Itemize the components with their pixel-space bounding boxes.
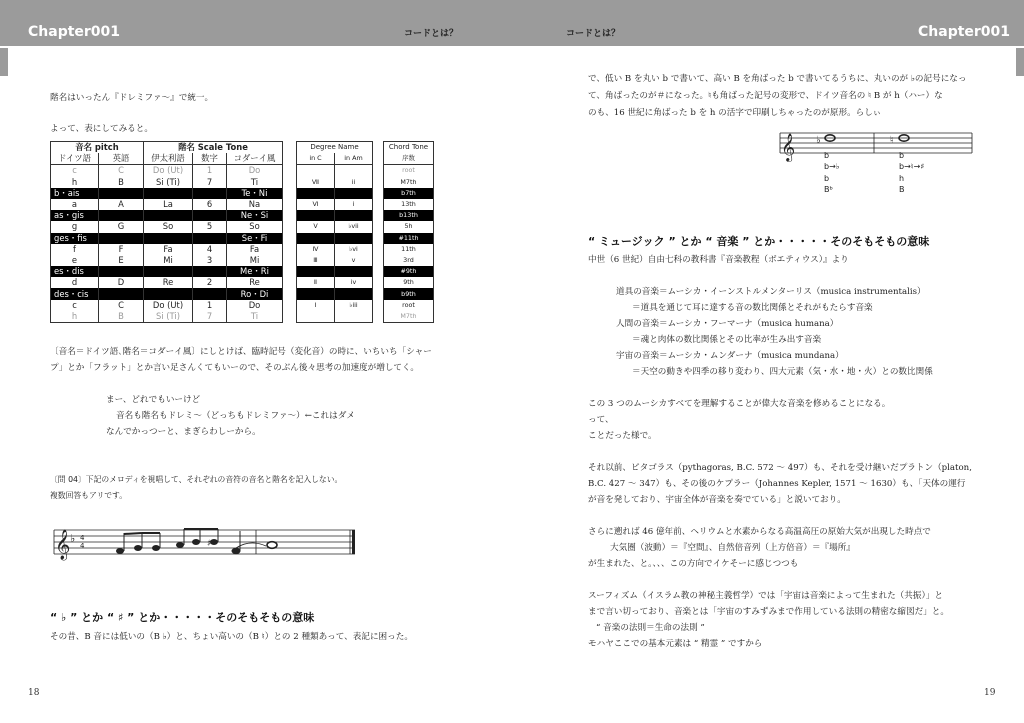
svg-text:𝄞: 𝄞 <box>781 133 796 161</box>
table-row <box>51 165 283 177</box>
aside-line-3: なんでかっつーと、まぎらわしーから。 <box>106 427 261 437</box>
table-row <box>51 199 283 210</box>
in-am-header: in Am <box>335 153 373 165</box>
svg-text:♮: ♮ <box>890 135 894 146</box>
number-cell <box>193 233 227 244</box>
staff1-label-2: b→♭ <box>824 162 840 171</box>
svg-text:♭: ♭ <box>816 135 821 146</box>
italian-name-cell: Re <box>144 277 193 288</box>
aside-line-1: まー、どれでもいーけど <box>106 395 201 405</box>
staff2-label-3: h <box>899 174 905 183</box>
degree-c-cell: Ⅶ <box>297 177 335 188</box>
musica-mundana-desc: ＝天空の動きや四季の移り変わり、四大元素（気・水・地・火）との数比関係 <box>632 367 933 377</box>
english-name-cell: C <box>99 165 144 177</box>
english-name-cell: A <box>99 199 144 210</box>
degree-am-cell <box>335 288 373 299</box>
italian-name-cell: Do (Ut) <box>144 300 193 311</box>
chord-tone-cell: b13th <box>384 210 434 221</box>
right-sufism-2: まで言い切っており、音楽とは「宇宙のすみずみまで作用している法則の精密な縮図だ」と。 <box>588 607 949 617</box>
table-row <box>297 255 373 266</box>
staff1-label-4: Bᵇ <box>824 185 833 194</box>
german-name-cell: des・cis <box>51 288 99 299</box>
degree-c-cell <box>297 188 335 199</box>
staff2-label-1: b <box>899 151 905 160</box>
degree-am-cell <box>335 233 373 244</box>
header-bar <box>0 0 1024 46</box>
german-header: ドイツ語 <box>51 153 99 165</box>
chord-tone-cell: root <box>384 300 434 311</box>
degree-c-cell <box>297 210 335 221</box>
table-row <box>51 233 283 244</box>
german-name-cell: c <box>51 165 99 177</box>
italian-name-cell: Mi <box>144 255 193 266</box>
right-origin-3: が生まれた、と。、、、この方向でイケそーに感じつつも <box>588 559 799 569</box>
chord-tone-header: Chord Tone <box>384 142 434 154</box>
left-para-1: 階名はいったん『ドレミファ〜』で統一。 <box>50 93 214 103</box>
right-history-1: それ以前、ピタゴラス（pythagoras, B.C. 572 〜 497）も、それを受け継いだプラトン（platon, <box>588 463 972 473</box>
right-header-title: コードとは？ <box>566 29 621 39</box>
right-conclusion-1: この 3 つのムーシカすべてを理解することが偉大な音楽を修めることになる。 <box>588 399 891 409</box>
degree-c-cell <box>297 288 335 299</box>
italian-name-cell: Do (Ut) <box>144 165 193 177</box>
chord-tone-cell: 13th <box>384 199 434 210</box>
table-row <box>297 210 373 221</box>
english-name-cell <box>99 210 144 221</box>
left-note-line-2: プ」とか「フラット」とか言い足さんくてもいーので、そのぶん後々思考の加速度が増してく。 <box>50 363 420 373</box>
in-c-header: in C <box>297 153 335 165</box>
english-name-cell: E <box>99 255 144 266</box>
right-history-3: が音を発しており、宇宙全体が音楽を奏でている」と説いており。 <box>588 495 846 505</box>
chord-tone-cell: M7th <box>384 177 434 188</box>
chord-tone-table <box>383 141 434 323</box>
table-row <box>384 255 434 266</box>
italian-name-cell <box>144 188 193 199</box>
left-last-line: その昔、B 音には低いの（B ♭）と、ちょい高いの（B ♮）との 2 種類あって、表記に困った。 <box>50 632 413 642</box>
table-row <box>297 188 373 199</box>
german-name-cell: c <box>51 300 99 311</box>
table-header-row <box>297 142 373 154</box>
german-name-cell: h <box>51 177 99 188</box>
musica-instrumentalis: 道具の音楽＝ムーシカ・イーンストルメンターリス（musica instrumentalis） <box>616 287 926 297</box>
table-row <box>297 221 373 232</box>
chord-tone-cell: 5h <box>384 221 434 232</box>
english-name-cell: B <box>99 311 144 323</box>
number-cell: 6 <box>193 199 227 210</box>
right-para-2: て、角ばったのが＃になった。♮も角ばった記号の変形で、ドイツ音名の ♮ B が h（ハー）な <box>588 91 943 101</box>
svg-text:𝄞: 𝄞 <box>55 530 71 560</box>
table-header-row <box>384 142 434 154</box>
question-line-1: 〔問 04〕下記のメロディを視唱して、それぞれの音符の音名と階名を記入しない。 <box>50 475 343 484</box>
left-page-number: 18 <box>28 688 40 698</box>
left-section-heading: “ ♭ ” とか “ ♯ ” とか・・・・・そのそもそもの意味 <box>50 611 315 624</box>
table-row <box>51 188 283 199</box>
degree-am-cell <box>335 266 373 277</box>
scale-tone-header: 階名 Scale Tone <box>144 142 283 154</box>
table-row <box>384 188 434 199</box>
b-notes-staff <box>778 129 974 159</box>
chord-tone-cell: root <box>384 165 434 177</box>
degree-c-cell <box>297 266 335 277</box>
german-name-cell: e <box>51 255 99 266</box>
english-name-cell: G <box>99 221 144 232</box>
number-cell: 3 <box>193 255 227 266</box>
table-row <box>384 300 434 311</box>
number-cell <box>193 188 227 199</box>
italian-name-cell: Si (Ti) <box>144 311 193 323</box>
kodaly-cell: Do <box>227 300 283 311</box>
staff1-label-1: b <box>824 151 830 160</box>
table-row <box>51 255 283 266</box>
table-row <box>384 244 434 255</box>
german-name-cell: g <box>51 221 99 232</box>
left-header-title: コードとは？ <box>404 29 459 39</box>
kodaly-header: コダーイ風 <box>227 153 283 165</box>
degree-am-cell <box>335 188 373 199</box>
degree-am-cell: ii <box>335 177 373 188</box>
degree-name-header: Degree Name <box>297 142 373 154</box>
degree-c-cell: Ⅲ <box>297 255 335 266</box>
right-history-2: B.C. 427 〜 347）も、その後のケプラー（Johannes Kepler, 1571 〜 1630）も、「天体の運行 <box>588 479 966 489</box>
right-sufism-4: モハヤここでの基本元素は “ 精霊 ” ですから <box>588 639 763 649</box>
kodaly-cell: Ti <box>227 311 283 323</box>
number-cell: 7 <box>193 311 227 323</box>
german-name-cell: h <box>51 311 99 323</box>
english-name-cell <box>99 266 144 277</box>
italian-header: 伊太利語 <box>144 153 193 165</box>
musica-humana-desc: ＝魂と肉体の数比関係とその比率が生み出す音楽 <box>632 335 822 345</box>
left-para-2: よって、表にしてみると。 <box>50 124 153 134</box>
table-row <box>51 177 283 188</box>
right-conclusion-3: ことだった様で。 <box>588 431 657 441</box>
degree-c-cell <box>297 233 335 244</box>
german-name-cell: es・dis <box>51 266 99 277</box>
number-cell: 7 <box>193 177 227 188</box>
italian-name-cell <box>144 266 193 277</box>
kodaly-cell: Ti <box>227 177 283 188</box>
table-row <box>51 210 283 221</box>
kodaly-cell: Na <box>227 199 283 210</box>
kodaly-cell: Ro・Di <box>227 288 283 299</box>
right-origin-1: さらに遡れば 46 億年前、ヘリウムと水素からなる高温高圧の原始大気が出現した時点で <box>588 527 931 537</box>
number-header: 数字 <box>193 153 227 165</box>
svg-text:♯: ♯ <box>207 539 212 549</box>
kodaly-cell: Ne・Si <box>227 210 283 221</box>
table-subheader-row <box>297 153 373 165</box>
table-row <box>384 233 434 244</box>
left-note-line-1: 〔音名＝ドイツ語､階名＝コダーイ風〕にしとけば、臨時記号（変化音）の時に、いちいち「シャー <box>50 347 432 357</box>
number-cell <box>193 266 227 277</box>
degree-c-cell <box>297 165 335 177</box>
kodaly-cell: Fa <box>227 244 283 255</box>
table-row <box>384 210 434 221</box>
pitch-scale-table <box>50 141 283 323</box>
musica-humana: 人間の音楽＝ムーシカ・フーマーナ（musica humana） <box>616 319 839 329</box>
ordinal-header: 序数 <box>384 153 434 165</box>
left-edge-tab <box>0 48 8 76</box>
degree-name-table <box>296 141 373 323</box>
table-row <box>51 300 283 311</box>
degree-am-cell: iv <box>335 277 373 288</box>
table-row <box>384 288 434 299</box>
pitch-header: 音名 pitch <box>51 142 144 154</box>
degree-c-cell: Ⅱ <box>297 277 335 288</box>
right-para-1: で、低い B を丸い b で書いて、高い B を角ばった b で書いてるうちに、丸いのが ♭の記号になっ <box>588 74 967 84</box>
table-header-row <box>51 142 283 154</box>
right-conclusion-2: って、 <box>588 415 614 425</box>
table-row <box>297 277 373 288</box>
right-sufism-1: スーフィズム（イスラム教の神秘主義哲学）では「宇宙は音楽によって生まれた（共振）」と <box>588 591 943 601</box>
english-name-cell: D <box>99 277 144 288</box>
table-row <box>51 244 283 255</box>
degree-c-cell: Ⅵ <box>297 199 335 210</box>
right-section-heading: “ ミュージック ” とか “ 音楽 ” とか・・・・・そのそもそもの意味 <box>588 235 930 248</box>
german-name-cell: a <box>51 199 99 210</box>
question-line-2: 複数回答もアリです。 <box>50 491 128 500</box>
right-page-number: 19 <box>984 688 996 698</box>
table-row <box>297 266 373 277</box>
table-row <box>384 165 434 177</box>
degree-am-cell: v <box>335 255 373 266</box>
table-row <box>297 199 373 210</box>
right-edge-tab <box>1016 48 1024 76</box>
number-cell: 4 <box>193 244 227 255</box>
musica-instrumentalis-desc: ＝道具を通じて耳に達する音の数比関係とそれがもたらす音楽 <box>632 303 873 313</box>
table-row <box>384 199 434 210</box>
table-row <box>384 266 434 277</box>
svg-text:4: 4 <box>80 542 85 550</box>
table-subheader-row <box>51 153 283 165</box>
german-name-cell: b・ais <box>51 188 99 199</box>
number-cell <box>193 288 227 299</box>
kodaly-cell: So <box>227 221 283 232</box>
degree-am-cell: ♭vi <box>335 244 373 255</box>
chord-tone-cell: b9th <box>384 288 434 299</box>
english-header: 英語 <box>99 153 144 165</box>
chord-tone-cell: 11th <box>384 244 434 255</box>
staff1-label-3: b <box>824 174 830 183</box>
number-cell: 2 <box>193 277 227 288</box>
kodaly-cell: Re <box>227 277 283 288</box>
german-name-cell: ges・fis <box>51 233 99 244</box>
chord-tone-cell: b7th <box>384 188 434 199</box>
degree-c-cell: Ⅳ <box>297 244 335 255</box>
kodaly-cell: Te・Ni <box>227 188 283 199</box>
right-sufism-3: “ 音楽の法則＝生命の法則 ” <box>596 623 705 633</box>
table-row <box>51 277 283 288</box>
table-row <box>297 244 373 255</box>
english-name-cell <box>99 233 144 244</box>
degree-am-cell <box>335 165 373 177</box>
right-origin-2: 大気圏（波動）＝『空間』、自然倍音列（上方倍音）＝『場所』 <box>610 543 855 553</box>
table-row <box>384 177 434 188</box>
degree-c-cell: Ⅰ <box>297 300 335 311</box>
italian-name-cell: Si (Ti) <box>144 177 193 188</box>
english-name-cell <box>99 188 144 199</box>
left-chapter-label: Chapter001 <box>28 24 121 40</box>
italian-name-cell <box>144 210 193 221</box>
english-name-cell: C <box>99 300 144 311</box>
number-cell: 1 <box>193 165 227 177</box>
musica-mundana: 宇宙の音楽＝ムーシカ・ムンダーナ（musica mundana） <box>616 351 844 361</box>
table-row <box>297 311 373 323</box>
table-subheader-row <box>384 153 434 165</box>
chord-tone-cell: 3rd <box>384 255 434 266</box>
degree-c-cell <box>297 311 335 323</box>
table-row <box>51 311 283 323</box>
table-row <box>297 233 373 244</box>
number-cell: 5 <box>193 221 227 232</box>
table-row <box>51 288 283 299</box>
aside-line-2: 音名も階名もドレミ〜（どっちもドレミファ〜）←これはダメ <box>116 411 355 421</box>
italian-name-cell <box>144 233 193 244</box>
table-row <box>384 221 434 232</box>
staff2-label-4: B <box>899 185 905 194</box>
german-name-cell: as・gis <box>51 210 99 221</box>
table-row <box>297 288 373 299</box>
chord-tone-cell: 9th <box>384 277 434 288</box>
chord-tone-cell: M7th <box>384 311 434 323</box>
italian-name-cell <box>144 288 193 299</box>
degree-am-cell <box>335 311 373 323</box>
kodaly-cell: Se・Fi <box>227 233 283 244</box>
chord-tone-cell: #9th <box>384 266 434 277</box>
table-row <box>297 165 373 177</box>
svg-text:♭: ♭ <box>70 532 76 545</box>
staff2-label-2: b→♮→♯ <box>899 162 925 171</box>
table-row <box>384 277 434 288</box>
italian-name-cell: So <box>144 221 193 232</box>
table-row <box>297 177 373 188</box>
italian-name-cell: Fa <box>144 244 193 255</box>
right-source-line: 中世（6 世紀）自由七科の教科書『音楽教程（ボエティウス）』より <box>588 255 849 265</box>
table-row <box>51 266 283 277</box>
table-row <box>384 311 434 323</box>
english-name-cell <box>99 288 144 299</box>
german-name-cell: d <box>51 277 99 288</box>
english-name-cell: F <box>99 244 144 255</box>
kodaly-cell: Mi <box>227 255 283 266</box>
degree-am-cell: ♭vii <box>335 221 373 232</box>
right-chapter-label: Chapter001 <box>918 24 1011 40</box>
kodaly-cell: Me・Ri <box>227 266 283 277</box>
number-cell: 1 <box>193 300 227 311</box>
degree-am-cell <box>335 210 373 221</box>
degree-am-cell: ♭iii <box>335 300 373 311</box>
number-cell <box>193 210 227 221</box>
english-name-cell: B <box>99 177 144 188</box>
chord-tone-cell: #11th <box>384 233 434 244</box>
italian-name-cell: La <box>144 199 193 210</box>
table-row <box>297 300 373 311</box>
table-row <box>51 221 283 232</box>
svg-text:4: 4 <box>80 534 85 542</box>
melody-staff <box>50 521 360 571</box>
degree-am-cell: i <box>335 199 373 210</box>
degree-c-cell: Ⅴ <box>297 221 335 232</box>
german-name-cell: f <box>51 244 99 255</box>
kodaly-cell: Do <box>227 165 283 177</box>
right-para-3: のも、16 世紀に角ばった b を h の活字で印刷しちゃったのが原形。らしぃ <box>588 108 882 118</box>
